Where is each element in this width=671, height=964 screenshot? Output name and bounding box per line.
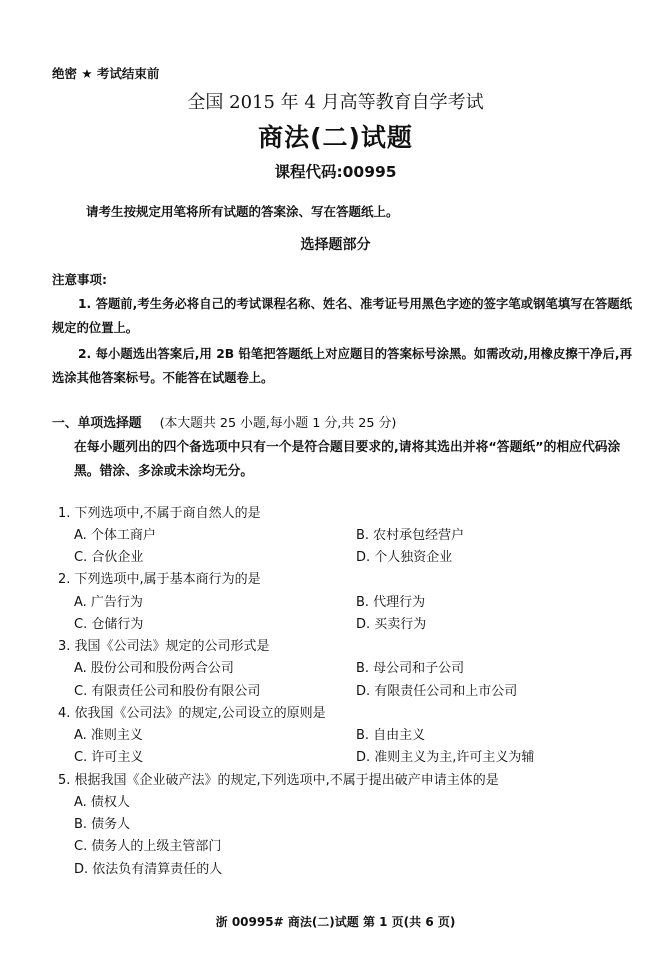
- section-description: 在每小题列出的四个备选项中只有一个是符合题目要求的,请将其选出并将“答题纸”的相应代码涂黑。错涂、多涂或未涂均无分。: [74, 440, 621, 479]
- question-option: D. 准则主义为主,许可主义为辅: [356, 750, 535, 765]
- confidential-label: 绝密 ★ 考试结束前: [52, 66, 160, 81]
- question-stem: 2. 下列选项中,属于基本商行为的是: [58, 572, 261, 587]
- question-option: C. 许可主义: [74, 750, 144, 765]
- question-stem: 4. 依我国《公司法》的规定,公司设立的原则是: [58, 706, 326, 721]
- question-stem: 1. 下列选项中,不属于商自然人的是: [58, 506, 261, 521]
- question-option: C. 债务人的上级主管部门: [74, 839, 222, 854]
- question-option: B. 债务人: [74, 817, 131, 832]
- notes-heading: 注意事项:: [52, 272, 107, 287]
- question-option: C. 有限责任公司和股份有限公司: [74, 684, 261, 699]
- question-stem: 3. 我国《公司法》规定的公司形式是: [58, 639, 270, 654]
- section-title: 一、单项选择题: [52, 416, 142, 431]
- answer-instruction: 请考生按规定用笔将所有试题的答案涂、写在答题纸上。: [86, 204, 399, 219]
- question-option: B. 农村承包经营户: [356, 528, 465, 543]
- question-option: D. 有限责任公司和上市公司: [356, 684, 518, 699]
- question-option: A. 股份公司和股份两合公司: [74, 661, 234, 676]
- question-option: B. 母公司和子公司: [356, 661, 465, 676]
- question-option: A. 广告行为: [74, 595, 143, 610]
- question-option: A. 债权人: [74, 795, 130, 810]
- part-title: 选择题部分: [300, 237, 371, 253]
- question-option: A. 准则主义: [74, 728, 143, 743]
- exam-title: 商法(二)试题: [258, 123, 413, 152]
- question-option: D. 个人独资企业: [356, 550, 453, 565]
- section-note: (本大题共 25 小题,每小题 1 分,共 25 分): [159, 416, 397, 431]
- note-item: 2. 每小题选出答案后,用 2B 铅笔把答题纸上对应题目的答案标号涂黑。如需改动,用橡皮擦干净后,再选涂其他答案标号。不能答在试题卷上。: [52, 347, 632, 385]
- question-option: D. 依法负有清算责任的人: [74, 862, 223, 877]
- page-footer: 浙 00995# 商法(二)试题 第 1 页(共 6 页): [215, 915, 456, 929]
- question-option: B. 自由主义: [356, 728, 426, 743]
- question-stem: 5. 根据我国《企业破产法》的规定,下列选项中,不属于提出破产申请主体的是: [58, 773, 499, 788]
- question-option: A. 个体工商户: [74, 528, 156, 543]
- exam-session-line: 全国 2015 年 4 月高等教育自学考试: [187, 92, 484, 113]
- section-heading: [52, 412, 396, 431]
- question-option: B. 代理行为: [356, 595, 426, 610]
- question-option: C. 合伙企业: [74, 550, 144, 565]
- note-item: 1. 答题前,考生务必将自己的考试课程名称、姓名、准考证号用黑色字迹的签字笔或钢笔填写在答题纸规定的位置上。: [52, 297, 632, 335]
- question-option: D. 买卖行为: [356, 617, 427, 632]
- course-code: 课程代码:00995: [274, 163, 397, 181]
- question-option: C. 仓储行为: [74, 617, 144, 632]
